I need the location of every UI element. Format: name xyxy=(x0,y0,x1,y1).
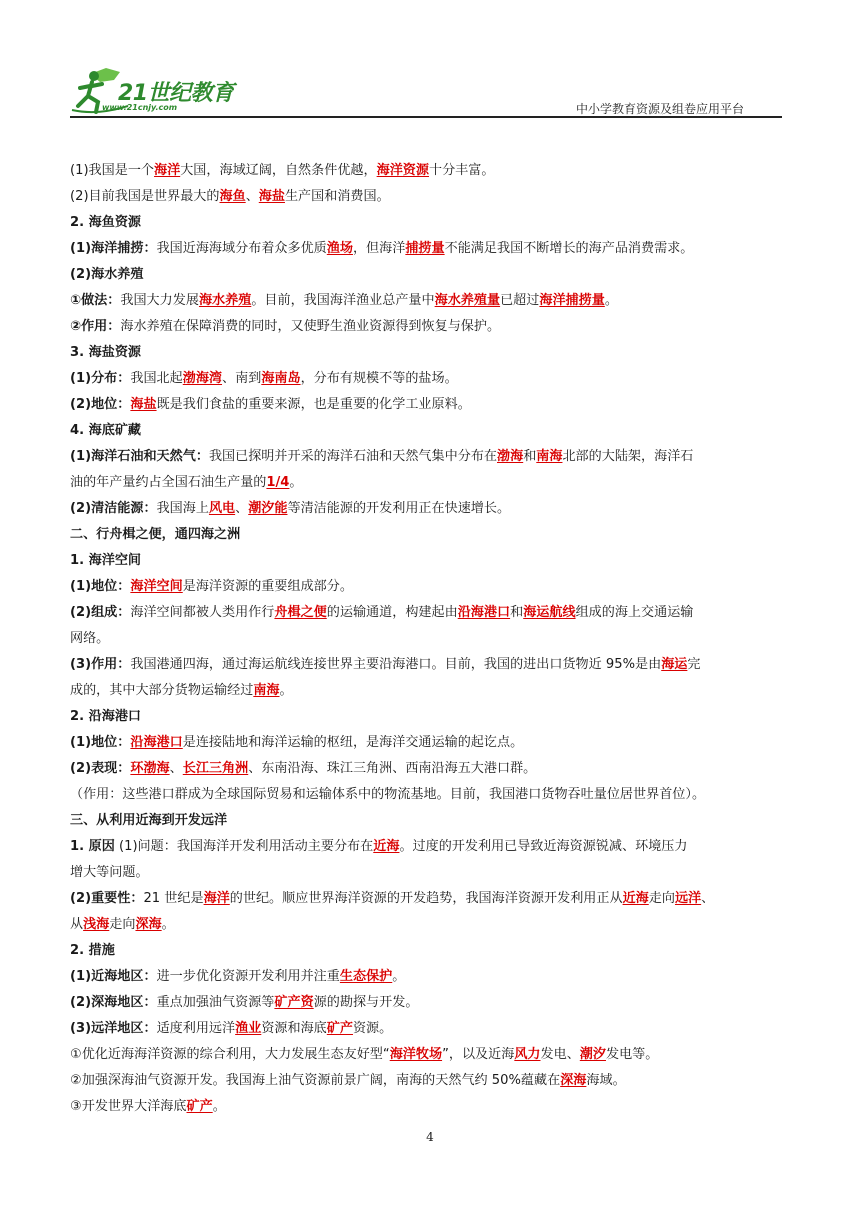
text-line xyxy=(70,392,788,418)
section-label: (2)表现： xyxy=(70,761,131,776)
text-line xyxy=(70,288,788,314)
text-line xyxy=(70,678,788,704)
text-run: 走向 xyxy=(648,891,675,906)
answer-keyword: 渤海 xyxy=(497,449,524,464)
text-line xyxy=(70,756,788,782)
section-label: 2. 措施 xyxy=(70,943,115,958)
text-line xyxy=(70,782,788,808)
text-run: 既是我们食盐的重要来源，也是重要的化学工业原料。 xyxy=(156,397,471,412)
section-label: (1)地位： xyxy=(70,735,131,750)
answer-keyword: 长江三角洲 xyxy=(182,761,249,776)
document-body xyxy=(70,158,788,1120)
answer-keyword: 矿产资 xyxy=(274,995,314,1010)
text-run: 的世纪。顺应世界海洋资源的开发趋势，我国海洋资源开发利用正从 xyxy=(229,891,623,906)
answer-keyword: 海运 xyxy=(661,657,688,672)
logo xyxy=(70,62,240,118)
text-line xyxy=(70,600,788,626)
text-run: 增大等问题。 xyxy=(70,865,149,880)
answer-keyword: 海盐 xyxy=(258,189,285,204)
section-label: 1. 原因 xyxy=(70,839,115,854)
text-run: 、 xyxy=(701,891,715,906)
answer-keyword: 矿产 xyxy=(326,1021,353,1036)
text-line xyxy=(70,652,788,678)
section-label: 2. 沿海港口 xyxy=(70,709,142,724)
text-line xyxy=(70,366,788,392)
text-run: 。 xyxy=(212,1099,226,1114)
answer-keyword: 海鱼 xyxy=(219,189,246,204)
answer-keyword: 海洋牧场 xyxy=(389,1047,443,1062)
answer-keyword: 深海 xyxy=(560,1073,587,1088)
answer-keyword: 南海 xyxy=(536,449,563,464)
text-run: 油的年产量约占全国石油生产量的 xyxy=(70,475,267,490)
answer-keyword: 深海 xyxy=(135,917,162,932)
answer-keyword: 环渤海 xyxy=(130,761,170,776)
text-line xyxy=(70,418,788,444)
logo-url: www.21cnjy.com xyxy=(102,103,178,112)
text-run: 、 xyxy=(235,501,249,516)
text-run: 的运输通道，构建起由 xyxy=(326,605,458,620)
text-run: 。 xyxy=(289,475,303,490)
section-label: 三、从利用近海到开发远洋 xyxy=(70,813,228,828)
answer-keyword: 海洋捕捞量 xyxy=(539,293,605,308)
text-run: 。 xyxy=(161,917,175,932)
answer-keyword: 海南岛 xyxy=(261,371,301,386)
answer-keyword: 海洋 xyxy=(154,163,181,178)
text-line xyxy=(70,236,788,262)
text-line xyxy=(70,262,788,288)
platform-name: 中小学教育资源及组卷应用平台 xyxy=(575,102,744,116)
text-run: 从 xyxy=(70,917,84,932)
text-run: 成的，其中大部分货物运输经过 xyxy=(70,683,254,698)
answer-keyword: 潮汐 xyxy=(579,1047,606,1062)
logo-text: 21世纪教育 xyxy=(118,81,234,106)
text-run: 发电、 xyxy=(540,1047,580,1062)
answer-keyword: 矿产 xyxy=(186,1099,213,1114)
section-label: (1)海洋捕捞： xyxy=(70,241,157,256)
text-line xyxy=(70,444,788,470)
section-label: (2)重要性： xyxy=(70,891,144,906)
text-line xyxy=(70,912,788,938)
text-run: 资源和海底 xyxy=(261,1021,327,1036)
answer-keyword: 1/4 xyxy=(266,475,290,490)
text-run: 已超过 xyxy=(500,293,540,308)
text-line xyxy=(70,730,788,756)
text-line xyxy=(70,1042,788,1068)
text-run: 源的勘探与开发。 xyxy=(313,995,419,1010)
text-run: 是海洋资源的重要组成部分。 xyxy=(182,579,353,594)
text-run: 发电等。 xyxy=(605,1047,659,1062)
text-line xyxy=(70,184,788,210)
section-label: (2)清洁能源： xyxy=(70,501,157,516)
answer-keyword: 浅海 xyxy=(83,917,110,932)
answer-keyword: 海运航线 xyxy=(523,605,576,620)
section-label: (2)地位： xyxy=(70,397,131,412)
answer-keyword: 南海 xyxy=(253,683,280,698)
text-run: (2)目前我国是世界最大的 xyxy=(70,189,220,204)
section-label: (1)近海地区： xyxy=(70,969,157,984)
text-run: 我国已探明并开采的海洋石油和天然气集中分布在 xyxy=(208,449,497,464)
text-run: 、东南沿海、珠江三角洲、西南沿海五大港口群。 xyxy=(248,761,537,776)
answer-keyword: 渤海湾 xyxy=(182,371,223,386)
section-label: ②作用： xyxy=(70,319,121,334)
text-line xyxy=(70,1016,788,1042)
answer-keyword: 海水养殖量 xyxy=(434,293,501,308)
section-label: (1)地位： xyxy=(70,579,131,594)
text-run: 十分丰富。 xyxy=(429,163,495,178)
text-line xyxy=(70,158,788,184)
text-run: 网络。 xyxy=(70,631,110,646)
text-run: 21 世纪是 xyxy=(143,891,204,906)
text-line xyxy=(70,808,788,834)
answer-keyword: 海洋资源 xyxy=(376,163,429,178)
text-run: ，分布有规模不等的盐场。 xyxy=(300,371,458,386)
section-label: (2)海水养殖 xyxy=(70,267,144,282)
text-run: 。目前，我国海洋渔业总产量中 xyxy=(251,293,435,308)
section-label: (3)作用： xyxy=(70,657,131,672)
text-line xyxy=(70,470,788,496)
text-run: 走向 xyxy=(109,917,136,932)
answer-keyword: 海盐 xyxy=(130,397,157,412)
text-line xyxy=(70,496,788,522)
answer-keyword: 沿海港口 xyxy=(130,735,183,750)
section-label: 1. 海洋空间 xyxy=(70,553,142,568)
page-header xyxy=(70,62,782,118)
answer-keyword: 海洋空间 xyxy=(130,579,183,594)
header-divider xyxy=(70,116,782,118)
text-line xyxy=(70,314,788,340)
text-run: 等清洁能源的开发利用正在快速增长。 xyxy=(287,501,511,516)
text-run: 和 xyxy=(523,449,537,464)
text-run: 和 xyxy=(510,605,524,620)
text-run: 、南到 xyxy=(222,371,262,386)
answer-keyword: 捕捞量 xyxy=(405,241,445,256)
section-label: (2)深海地区： xyxy=(70,995,157,1010)
text-line xyxy=(70,860,788,886)
text-run: 资源。 xyxy=(352,1021,393,1036)
text-run: 重点加强油气资源等 xyxy=(156,995,275,1010)
text-line xyxy=(70,938,788,964)
answer-keyword: 渔场 xyxy=(326,241,353,256)
text-run: (1)我国是一个 xyxy=(70,163,155,178)
section-label: 二、行舟楫之便，通四海之洲 xyxy=(70,527,241,542)
text-run: 是连接陆地和海洋运输的枢纽，是海洋交通运输的起讫点。 xyxy=(182,735,524,750)
text-run: 完 xyxy=(687,657,701,672)
text-run: 、 xyxy=(169,761,183,776)
text-run: 北部的大陆架，海洋石 xyxy=(562,449,694,464)
text-line xyxy=(70,886,788,912)
text-run: ①优化近海海洋资源的综合利用，大力发展生态友好型“ xyxy=(70,1047,390,1062)
text-run: 不能满足我国不断增长的海产品消费需求。 xyxy=(444,241,694,256)
text-line xyxy=(70,574,788,600)
text-line xyxy=(70,964,788,990)
text-run: 进一步优化资源开发利用并注重 xyxy=(156,969,340,984)
text-run: 生产国和消费国。 xyxy=(284,189,390,204)
text-run: 我国港通四海，通过海运航线连接世界主要沿海港口。目前，我国的进出口货物近 95%是由 xyxy=(130,657,662,672)
section-label: 4. 海底矿藏 xyxy=(70,423,142,438)
answer-keyword: 风力 xyxy=(514,1047,541,1062)
text-run: 。 xyxy=(279,683,293,698)
text-line xyxy=(70,522,788,548)
answer-keyword: 潮汐能 xyxy=(248,501,288,516)
text-run: 海水养殖在保障消费的同时，又使野生渔业资源得到恢复与保护。 xyxy=(120,319,501,334)
text-run: 。 xyxy=(392,969,406,984)
text-line xyxy=(70,834,788,860)
text-line xyxy=(70,340,788,366)
text-run: （作用：这些港口群成为全球国际贸易和运输体系中的物流基地。目前，我国港口货物吞吐量位居世界首位）。 xyxy=(70,787,706,802)
text-run: 。 xyxy=(604,293,618,308)
text-run: 我国近海海域分布着众多优质 xyxy=(156,241,327,256)
text-run: (1)问题：我国海洋开发利用活动主要分布在 xyxy=(114,839,374,854)
text-line xyxy=(70,1094,788,1120)
section-label: (1)分布： xyxy=(70,371,131,386)
answer-keyword: 生态保护 xyxy=(339,969,393,984)
text-run: 、 xyxy=(245,189,259,204)
text-line xyxy=(70,990,788,1016)
text-line xyxy=(70,626,788,652)
text-run: 大国，海域辽阔，自然条件优越， xyxy=(180,163,377,178)
answer-keyword: 渔业 xyxy=(235,1021,262,1036)
answer-keyword: 舟楫之便 xyxy=(274,605,327,620)
text-run: 适度利用远洋 xyxy=(156,1021,236,1036)
text-line xyxy=(70,548,788,574)
text-run: ②加强深海油气资源开发。我国海上油气资源前景广阔，南海的天然气约 50%蕴藏在 xyxy=(70,1073,561,1088)
text-line xyxy=(70,210,788,236)
answer-keyword: 风电 xyxy=(208,501,236,516)
text-line xyxy=(70,1068,788,1094)
answer-keyword: 海水养殖 xyxy=(198,293,252,308)
section-label: (2)组成： xyxy=(70,605,131,620)
text-run: 我国大力发展 xyxy=(120,293,199,308)
answer-keyword: 近海 xyxy=(622,891,649,906)
text-line xyxy=(70,704,788,730)
section-label: 2. 海鱼资源 xyxy=(70,215,142,230)
section-label: 3. 海盐资源 xyxy=(70,345,142,360)
answer-keyword: 沿海港口 xyxy=(457,605,511,620)
answer-keyword: 海洋 xyxy=(203,891,230,906)
text-run: 组成的海上交通运输 xyxy=(575,605,694,620)
answer-keyword: 近海 xyxy=(373,839,400,854)
text-run: 我国北起 xyxy=(130,371,183,386)
text-run: 我国海上 xyxy=(156,501,209,516)
text-run: ③开发世界大洋海底 xyxy=(70,1099,187,1114)
section-label: ①做法： xyxy=(70,293,121,308)
text-run: ”，以及近海 xyxy=(442,1047,515,1062)
text-run: 海洋空间都被人类用作行 xyxy=(130,605,275,620)
section-label: (3)远洋地区： xyxy=(70,1021,157,1036)
text-run: ，但海洋 xyxy=(352,241,406,256)
section-label: (1)海洋石油和天然气： xyxy=(70,449,209,464)
text-run: 。过度的开发利用已导致近海资源锐减、环境压力 xyxy=(399,839,688,854)
page-number: 4 xyxy=(426,1130,434,1144)
text-run: 海域。 xyxy=(586,1073,626,1088)
answer-keyword: 远洋 xyxy=(674,891,702,906)
